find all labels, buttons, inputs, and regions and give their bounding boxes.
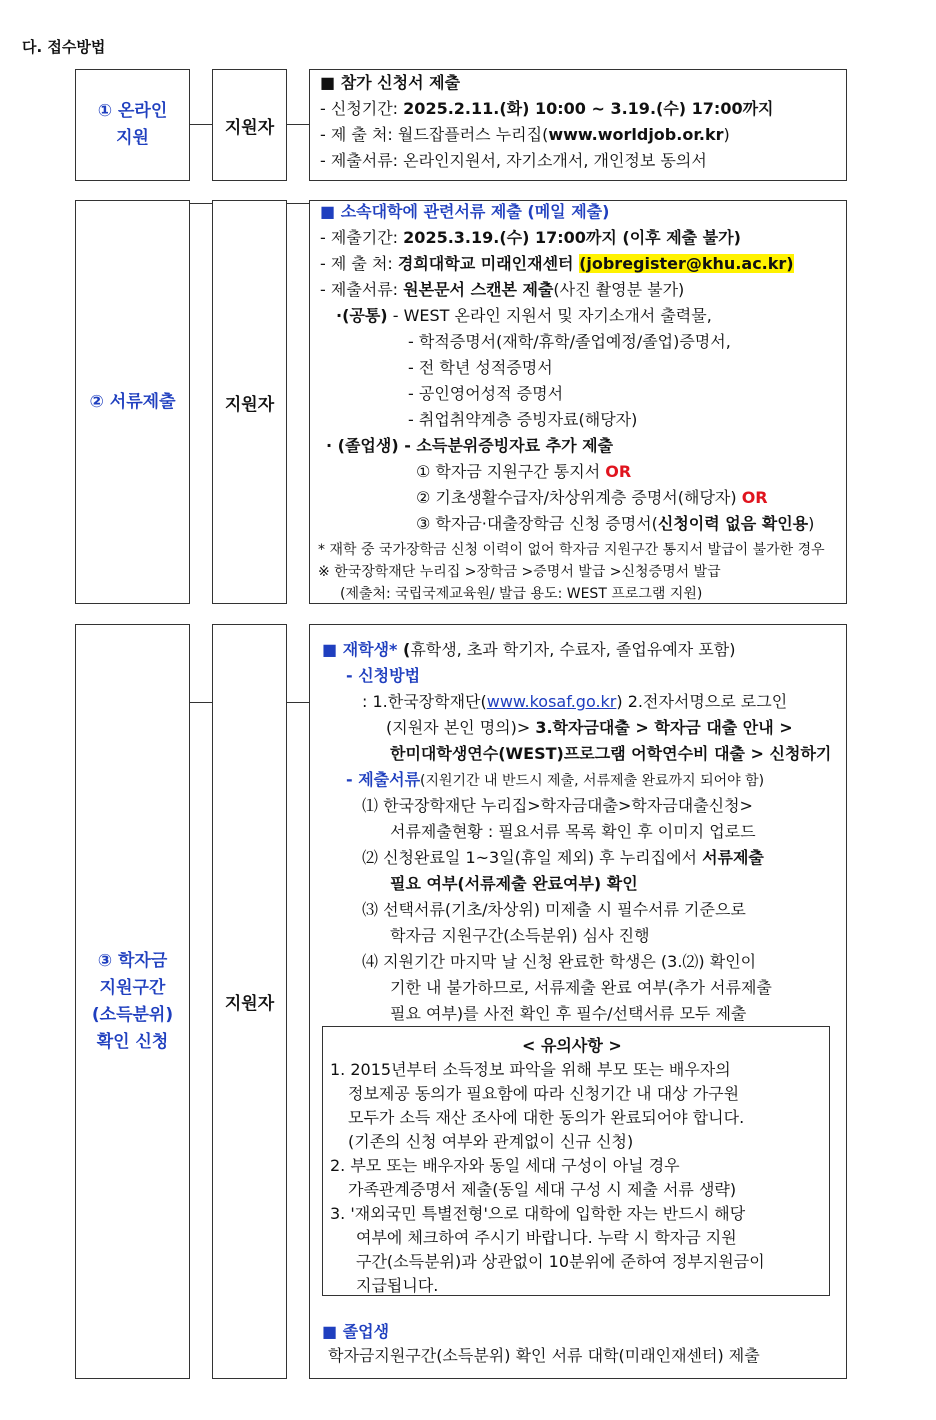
- text-run: ⑴ 한국장학재단 누리집>학자금대출>학자금대출신청>: [362, 796, 753, 815]
- content-line: [320, 228, 741, 248]
- text-run: 필요 여부(서류제출 완료여부) 확인: [390, 874, 638, 893]
- row-label-line: (소득분위): [91, 1004, 174, 1025]
- text-run: - WEST 온라인 지원서 및 자기소개서 출력물,: [387, 306, 712, 325]
- text-run: : 1.한국장학재단(: [362, 692, 487, 711]
- content-line: [346, 770, 764, 791]
- content-line: [362, 848, 764, 868]
- row-applicant: 지원자: [212, 69, 287, 181]
- content-line: [322, 640, 735, 660]
- text-run: - 취업취약계층 증빙자료(해당자): [408, 410, 638, 429]
- row-label-line: ② 서류제출: [89, 391, 176, 412]
- content-line: [346, 666, 420, 686]
- row-label-income-bracket: [75, 624, 190, 1379]
- content-line: [416, 488, 768, 508]
- text-run: 2025.3.19.(수) 17:00까지 (이후 제출 불가): [403, 228, 741, 247]
- content-line: [356, 1252, 765, 1272]
- text-run: ■ 참가 신청서 제출: [320, 73, 461, 92]
- text-run: - 제 출 처: 월드잡플러스 누리집(: [320, 125, 549, 144]
- row-label-online: [75, 69, 190, 181]
- row-applicant: 지원자: [212, 624, 287, 1379]
- text-run: - 신청기간:: [320, 99, 404, 118]
- content-line: [522, 1036, 622, 1056]
- text-run: OR: [605, 462, 632, 481]
- content-line: [318, 562, 721, 582]
- content-line: [348, 1180, 736, 1200]
- text-run: (지원기간 내 반드시 제출, 서류제출 완료까지 되어야 함): [420, 773, 765, 789]
- row-label-line: 지원구간: [99, 977, 166, 998]
- text-run: 서류제출현황 : 필요서류 목록 확인 후 이미지 업로드: [390, 822, 756, 841]
- text-run: - 학적증명서(재학/휴학/졸업예정/졸업)증명서,: [408, 332, 731, 351]
- text-run: ① 학자금 지원구간 통지서: [416, 462, 606, 481]
- content-line: [390, 978, 772, 998]
- text-run: ② 기초생활수급자/차상위계층 증명서(해당자): [416, 488, 742, 507]
- text-run: OR: [741, 488, 768, 507]
- content-line: [416, 462, 631, 482]
- content-line: [408, 384, 563, 404]
- text-run: 기한 내 불가하므로, 서류제출 완료 여부(추가 서류제출: [390, 978, 772, 997]
- text-run: 한미대학생연수(WEST)프로그램 어학연수비 대출 > 신청하기: [390, 744, 832, 763]
- text-run: (jobregister@khu.ac.kr): [579, 254, 794, 273]
- content-line: [390, 926, 650, 946]
- content-line: [408, 358, 553, 378]
- row-label-line: 지원: [116, 128, 149, 148]
- content-line: [362, 692, 787, 712]
- content-line: [336, 306, 712, 326]
- text-run: 원본문서 스캔본 제출: [403, 280, 554, 299]
- row-label-line: 확인 신청: [96, 1031, 169, 1052]
- text-run: - 제 출 처:: [320, 254, 398, 273]
- content-line: [320, 99, 774, 119]
- content-line: [386, 718, 793, 738]
- text-run: 신청이력 없음 확인용: [657, 514, 809, 533]
- text-run: * 재학 중 국가장학금 신청 이력이 없어 학자금 지원구간 통지서 발급이 불가한 경우: [318, 542, 825, 558]
- content-line: [348, 1084, 739, 1104]
- text-run: ※ 한국장학재단 누리집 >장학금 >증명서 발급 >신청증명서 발급: [318, 564, 721, 580]
- text-run: ): [723, 125, 730, 144]
- content-line: [330, 1204, 745, 1224]
- text-run: 학자금 지원구간(소득분위) 심사 진행: [390, 926, 650, 945]
- content-line: [320, 125, 730, 145]
- content-line: [390, 874, 638, 894]
- content-line: [390, 744, 831, 764]
- row-applicant: 지원자: [212, 200, 287, 604]
- content-line: [356, 1228, 737, 1248]
- content-line: [330, 1156, 680, 1176]
- content-line: [328, 1346, 760, 1366]
- content-line: [356, 1276, 438, 1296]
- text-run: ③ 학자금·대출장학금 신청 증명서(: [416, 514, 658, 533]
- content-line: [390, 1004, 746, 1024]
- text-run: 가족관계증명서 제출(동일 세대 구성 시 제출 서류 생략): [348, 1180, 737, 1199]
- text-run: 경희대학교 미래인재센터: [397, 254, 580, 273]
- content-line: [416, 514, 814, 534]
- text-run: 학자금지원구간(소득분위) 확인 서류 대학(미래인재센터) 제출: [328, 1346, 760, 1365]
- text-run: (사진 촬영분 불가): [553, 280, 685, 299]
- text-run: ·(공통): [336, 306, 388, 325]
- text-run: - 신청방법: [346, 666, 421, 685]
- text-run: (제출처: 국립국제교육원/ 발급 용도: WEST 프로그램 지원): [340, 586, 703, 602]
- content-line: [320, 202, 609, 222]
- text-run: (기존의 신청 여부와 관계없이 신규 신청): [348, 1132, 634, 1151]
- text-run: - 공인영어성적 증명서: [408, 384, 564, 403]
- text-run: ■ 소속대학에 관련서류 제출 (메일 제출): [320, 202, 610, 221]
- text-run: 지급됩니다.: [356, 1276, 439, 1295]
- text-run: ⑷ 지원기간 마지막 날 신청 완료한 학생은 (3.⑵) 확인이: [362, 952, 757, 971]
- text-run: 필요 여부)를 사전 확인 후 필수/선택서류 모두 제출: [390, 1004, 747, 1023]
- text-run: < 유의사항 >: [522, 1036, 622, 1055]
- content-line: [318, 540, 825, 560]
- section-title: 다. 접수방법: [22, 38, 106, 56]
- text-run: (: [403, 640, 411, 659]
- content-line: [348, 1132, 633, 1152]
- text-run: 3. '재외국민 특별전형'으로 대학에 입학한 자는 반드시 해당: [330, 1204, 746, 1223]
- content-line: [320, 73, 460, 93]
- content-line: [320, 254, 794, 274]
- text-run: - 제출서류: 온라인지원서, 자기소개서, 개인정보 동의서: [320, 151, 707, 170]
- row-label-line: ① 온라인: [97, 101, 168, 121]
- text-run: - 제출서류: [346, 770, 421, 789]
- text-run: 1. 2015년부터 소득정보 파악을 위해 부모 또는 배우자의: [330, 1060, 731, 1079]
- text-run: - 제출기간:: [320, 228, 404, 247]
- text-run: ⑶ 선택서류(기초/차상위) 미제출 시 필수서류 기준으로: [362, 900, 746, 919]
- content-line: [408, 332, 731, 352]
- text-run: ) 2.전자서명으로 로그인: [616, 692, 788, 711]
- text-run: 여부에 체크하여 주시기 바랍니다. 누락 시 학자금 지원: [356, 1228, 737, 1247]
- text-run: 휴학생, 초과 학기자, 수료자, 졸업유예자 포함): [410, 640, 736, 659]
- text-run: 모두가 소득 재산 조사에 대한 동의가 완료되어야 합니다.: [348, 1108, 745, 1127]
- content-line: [322, 1322, 389, 1342]
- content-line: [326, 436, 613, 456]
- text-run: 2. 부모 또는 배우자와 동일 세대 구성이 아닐 경우: [330, 1156, 680, 1175]
- text-run: www.worldjob.or.kr: [548, 125, 724, 144]
- text-run: ■ 졸업생: [322, 1322, 390, 1341]
- text-run: ⑵ 신청완료일 1~3일(휴일 제외) 후 누리집에서: [362, 848, 703, 867]
- text-run: - 제출서류:: [320, 280, 404, 299]
- text-run: - 전 학년 성적증명서: [408, 358, 553, 377]
- text-run: 구간(소득분위)과 상관없이 10분위에 준하여 정부지원금이: [356, 1252, 765, 1271]
- content-line: [362, 952, 756, 972]
- link[interactable]: www.kosaf.go.kr: [486, 692, 617, 711]
- row-label-documents: [75, 200, 190, 604]
- content-line: [340, 584, 702, 604]
- text-run: ): [808, 514, 815, 533]
- content-line: [408, 410, 637, 430]
- text-run: · (졸업생) - 소득분위증빙자료 추가 제출: [326, 436, 614, 455]
- text-run: (지원자 본인 명의)>: [386, 718, 536, 737]
- text-run: 2025.2.11.(화) 10:00 ~ 3.19.(수) 17:00까지: [403, 99, 774, 118]
- content-line: [362, 796, 753, 816]
- content-line: [320, 151, 707, 171]
- text-run: 정보제공 동의가 필요함에 따라 신청기간 내 대상 가구원: [348, 1084, 740, 1103]
- text-run: ■ 재학생*: [322, 640, 403, 659]
- text-run: 서류제출: [702, 848, 764, 867]
- content-line: [362, 900, 746, 920]
- row-label-line: ③ 학자금: [97, 950, 168, 971]
- content-line: [330, 1060, 731, 1080]
- content-line: [320, 280, 684, 300]
- text-run: 3.학자금대출 > 학자금 대출 안내 >: [535, 718, 793, 737]
- content-line: [390, 822, 756, 842]
- content-line: [348, 1108, 744, 1128]
